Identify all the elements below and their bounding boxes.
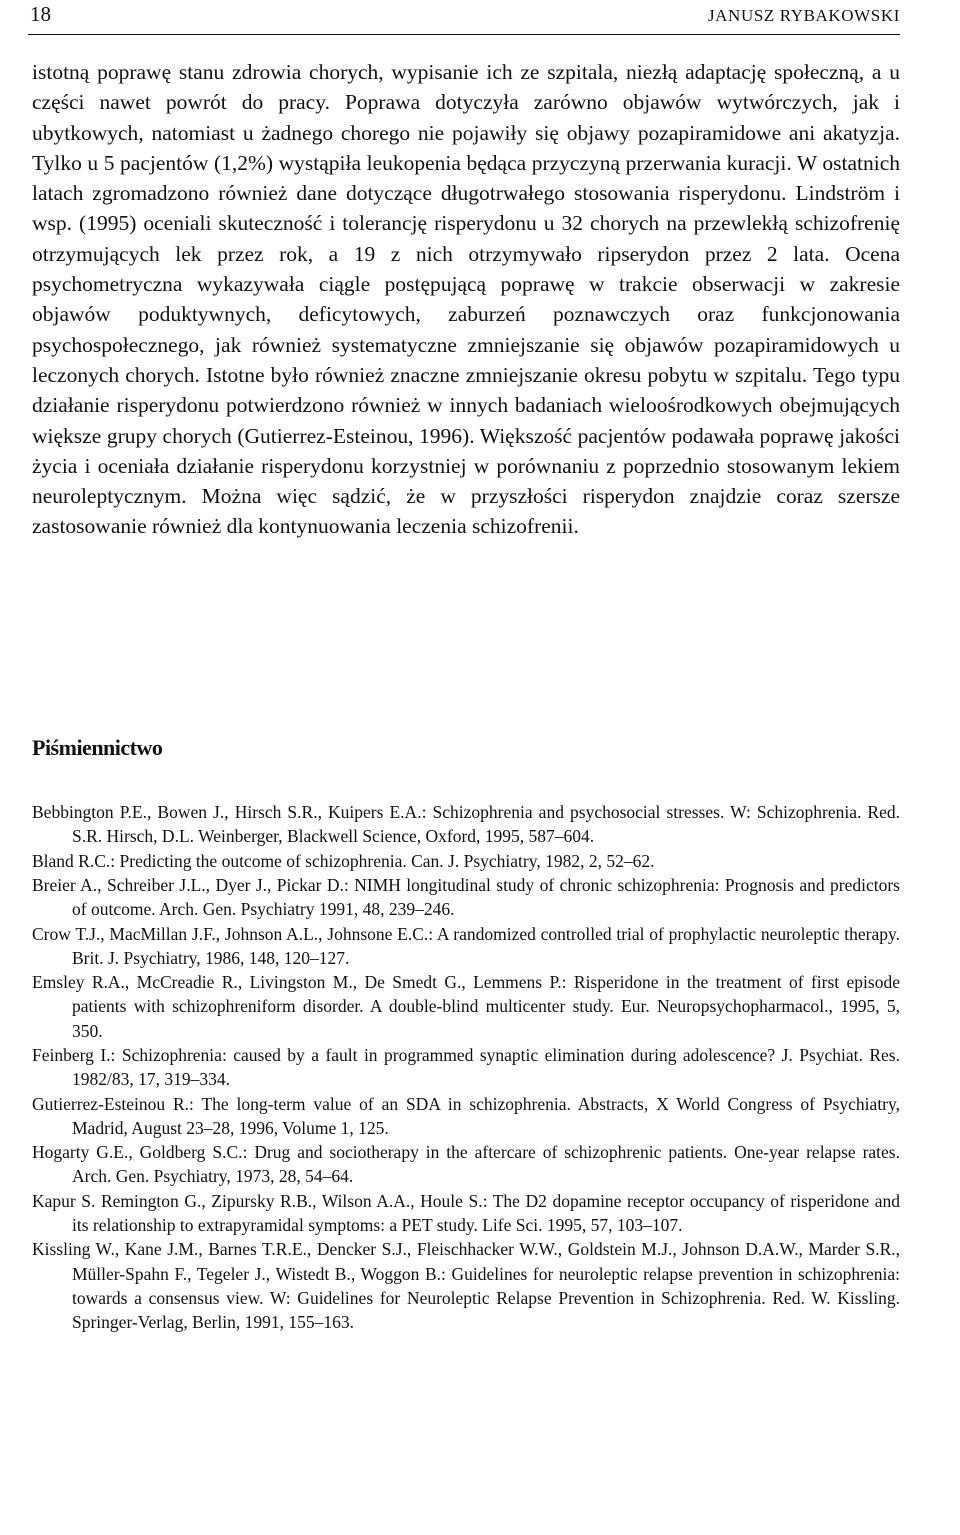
reference-item: Kapur S. Remington G., Zipursky R.B., Wilson A.A., Houle S.: The D2 dopamine receptor occupancy of risperidone and its relationship to extrapyramidal symptoms: a PET study. Life Sci. 1995, 57, 103–107. (32, 1190, 900, 1235)
reference-item: Breier A., Schreiber J.L., Dyer J., Pickar D.: NIMH longitudinal study of chronic schizophrenia: Prognosis and predictors of outcome. Arch. Gen. Psychiatry 1991, 48, 239–246. (32, 874, 900, 920)
reference-item: Gutierrez-Esteinou R.: The long-term value of an SDA in schizophrenia. Abstracts, X World Congress of Psychiatry, Madrid, August 23–28, 1996, Volume 1, 125. (32, 1093, 900, 1138)
reference-item: Bebbington P.E., Bowen J., Hirsch S.R., Kuipers E.A.: Schizophrenia and psychosocial stresses. W: Schizophrenia. Red. S.R. Hirsch, D.L. Weinberger, Blackwell Science, Oxford, 1995, 587–604. (32, 802, 900, 847)
references-heading: Piśmiennictwo (32, 735, 163, 760)
reference-item: Hogarty G.E., Goldberg S.C.: Drug and sociotherapy in the aftercare of schizophrenic patients. One-year relapse rates. Arch. Gen. Psychiatry, 1973, 28, 54–64. (32, 1142, 900, 1187)
body-paragraph: istotną poprawę stanu zdrowia chorych, wypisanie ich ze szpitala, niezłą adaptację społeczną, a u części nawet powrót do pracy. Poprawa dotyczyła zarówno objawów wytwórczych, jak i ubytkowych, natomiast u żadnego chorego nie pojawiły się objawy pozapiramidowe ani akatyzja. Tylko u 5 pacjentów (1,2%) wystąpiła leukopenia będąca przyczyną przerwania kuracji. W ostatnich latach zgromadzono również dane dotyczące długotrwałego stosowania risperydonu. Lindström i wsp. (1995) oceniali skuteczność i tolerancję risperydonu u 32 chorych na przewlekłą schizofrenię otrzymujących lek przez rok, a 19 z nich otrzymywało ripserydon przez 2 lata. Ocena psychometryczna wykazywała ciągle postępującą poprawę w trakcie obserwacji w zakresie objawów poduktywnych, deficytowych, zaburzeń poznawczych oraz funkcjonowania psychospołecznego, jak również systematyczne zmniejszanie się objawów pozapiramidowych u leczonych chorych. Istotne było również znaczne zmniejszanie okresu pobytu w szpitalu. Tego typu działanie risperydonu potwierdzono również w innych badaniach wieloośrodkowych obejmujących większe grupy chorych (Gutierrez-Esteinou, 1996). Większość pacjentów podawała poprawę jakości życia i oceniała działanie risperydonu korzystniej w porównaniu z poprzednio stosowanym lekiem neuroleptycznym. Można więc sądzić, że w przyszłości risperydon znajdzie coraz szersze zastosowanie również dla kontynuowania leczenia schizofrenii. (32, 60, 900, 539)
reference-item: Feinberg I.: Schizophrenia: caused by a fault in programmed synaptic elimination during adolescence? J. Psychiat. Res. 1982/83, 17, 319–334. (32, 1044, 900, 1090)
running-head-author: JANUSZ RYBAKOWSKI (707, 6, 900, 25)
reference-item: Crow T.J., MacMillan J.F., Johnson A.L., Johnsone E.C.: A randomized controlled trial of prophylactic neuroleptic therapy. Brit. J. Psychiatry, 1986, 148, 120–127. (32, 923, 900, 968)
reference-item: Bland R.C.: Predicting the outcome of schizophrenia. Can. J. Psychiatry, 1982, 2, 52–62. (32, 850, 655, 871)
reference-list (32, 800, 900, 1334)
page-header (28, 0, 900, 35)
reference-item: Kissling W., Kane J.M., Barnes T.R.E., Dencker S.J., Fleischhacker W.W., Goldstein M.J., Johnson D.A.W., Marder S.R., Müller-Spahn F., Tegeler J., Wistedt B., Woggon B.: Guidelines for neuroleptic relapse prevention in schizophrenia: towards a consensus view. W: Guidelines for Neuroleptic Relapse Prevention in Schizophrenia. Red. W. Kissling. Springer-Verlag, Berlin, 1991, 155–163. (32, 1239, 900, 1332)
page-number: 18 (30, 2, 51, 26)
reference-item: Emsley R.A., McCreadie R., Livingston M., De Smedt G., Lemmens P.: Risperidone in the treatment of first episode patients with schizophreniform disorder. A double-blind multicenter study. Eur. Neuropsychopharmacol., 1995, 5, 350. (32, 972, 900, 1041)
